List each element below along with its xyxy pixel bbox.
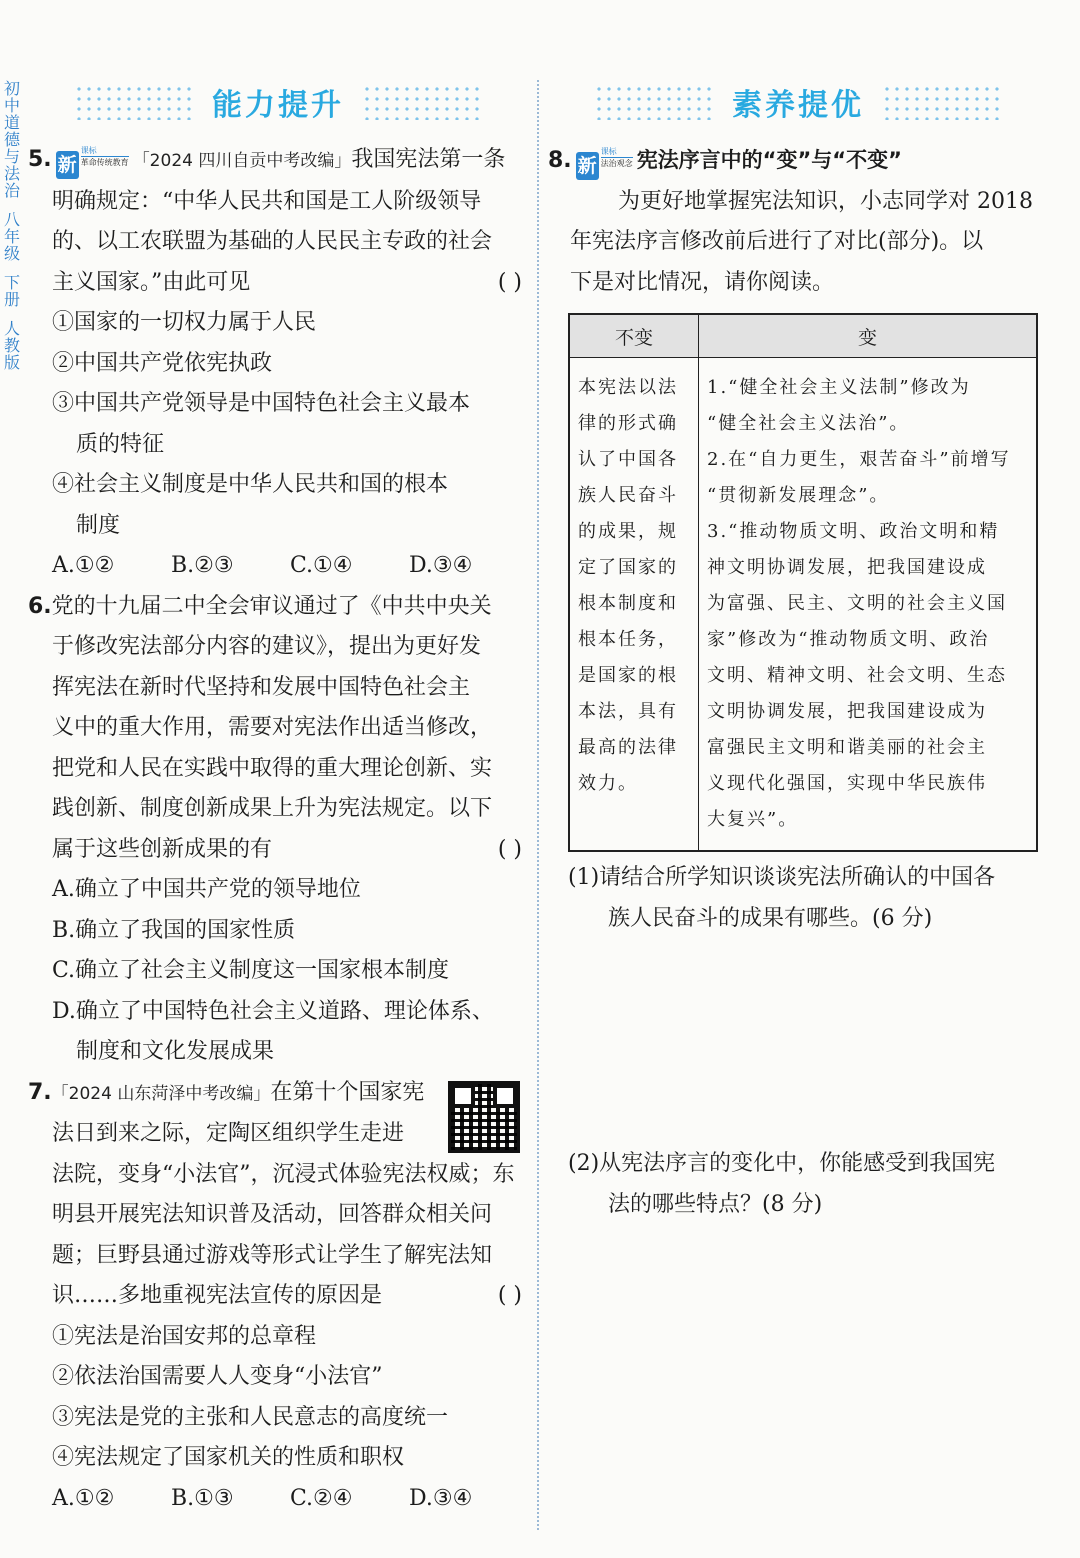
- option-b[interactable]: B.确立了我国的国家性质: [52, 917, 296, 943]
- option-b[interactable]: B.①③: [171, 1485, 234, 1511]
- question-text: 在第十个国家宪: [270, 1079, 425, 1105]
- question-text: 题；巨野县通过游戏等形式让学生了解宪法知: [52, 1242, 493, 1268]
- dots-decoration: [362, 84, 482, 120]
- question-text: 明县开展宪法知识普及活动，回答群众相关问: [52, 1202, 493, 1227]
- section-header-right: [548, 70, 1048, 134]
- answer-blank[interactable]: ( ): [497, 836, 522, 862]
- option-d-continued: 制度和文化发展成果: [76, 1039, 275, 1064]
- section-title: 素养提优: [732, 88, 864, 123]
- question-number: 8.: [548, 148, 572, 173]
- question-text: 识……多地重视宪法宣传的原因是: [52, 1283, 383, 1308]
- question-5: [28, 140, 528, 587]
- question-8: [548, 140, 1048, 1525]
- option-a[interactable]: A.①②: [52, 553, 115, 578]
- answer-options: [28, 1479, 528, 1520]
- question-number: 6.: [28, 593, 52, 619]
- intro-text: 下是对比情况，请你阅读。: [570, 269, 835, 295]
- question-text: 把党和人民在实践中取得的重大理论创新、实: [52, 755, 493, 781]
- comparison-table: [568, 313, 1038, 852]
- side-label-subject: 初中道德与法治: [3, 79, 20, 200]
- side-label: [0, 80, 24, 383]
- answer-options: [28, 546, 528, 587]
- sub-question-1: 族人民奋斗的成果有哪些。(6 分): [608, 905, 933, 931]
- table-cell-change: 1.“健全社会主义法制”修改为 “健全社会主义法治”。 2.在“自力更生，艰苦奋斗”前增写 “贯彻新发展理念”。 3.“推动物质文明、政治文明和精 神文明协调发展，把我国建设成 为富强、民主、文明的社会主义国 家”修改为“推动物质文明、政治 文明、精神文明、社会文明、生态 文明协调发展，把我国建设成为 富强民主文明和谐美丽的社会主 义现代化强国，实现中华民族伟 大复兴”。: [699, 358, 1038, 852]
- statement-item: ②中国共产党依宪执政: [52, 350, 273, 376]
- question-number: 7.: [28, 1079, 52, 1105]
- table-header-change: 变: [699, 314, 1038, 358]
- question-text: 明确规定：“中华人民共和国是工人阶级领导: [52, 188, 482, 214]
- option-d[interactable]: D.③④: [409, 553, 473, 578]
- intro-text: 为更好地掌握宪法知识，小志同学对 2018: [618, 188, 1033, 214]
- option-b[interactable]: B.②③: [171, 553, 234, 578]
- side-label-edition: 人教版: [3, 319, 20, 372]
- statement-item: ①国家的一切权力属于人民: [52, 310, 317, 335]
- option-c[interactable]: C.①④: [290, 553, 353, 578]
- intro-text: 年宪法序言修改前后进行了对比(部分)。以: [570, 229, 984, 254]
- option-d[interactable]: D.③④: [409, 1485, 473, 1511]
- statement-item: ④社会主义制度是中华人民共和国的根本: [52, 472, 449, 497]
- question-text: 我国宪法第一条: [351, 147, 506, 172]
- answer-area-2[interactable]: [548, 1225, 1048, 1525]
- dots-decoration: [74, 84, 194, 120]
- left-column: [28, 70, 528, 1519]
- statement-item: 质的特征: [76, 431, 165, 457]
- section-header-left: [28, 70, 528, 134]
- statement-item: ①宪法是治国安邦的总章程: [52, 1323, 317, 1349]
- question-6: [28, 587, 528, 1073]
- side-label-grade: 八年级: [3, 210, 20, 263]
- question-title: 宪法序言中的“变”与“不变”: [636, 148, 902, 172]
- right-column: [548, 70, 1048, 1525]
- dots-decoration: [594, 84, 714, 120]
- section-title: 能力提升: [212, 88, 344, 123]
- sub-question-2: (2)从宪法序言的变化中，你能感受到我国宪: [568, 1151, 996, 1176]
- new-curriculum-badge: 新课标 革命传统教育: [56, 145, 129, 175]
- answer-blank[interactable]: ( ): [497, 1283, 522, 1308]
- qr-code-icon[interactable]: [448, 1081, 520, 1153]
- sub-question-2: 法的哪些特点？(8 分): [608, 1191, 823, 1217]
- statement-item: ③宪法是党的主张和人民意志的高度统一: [52, 1404, 449, 1430]
- question-text: 法日到来之际，定陶区组织学生走进: [52, 1121, 405, 1146]
- option-a[interactable]: A.①②: [52, 1485, 115, 1511]
- question-text: 于修改宪法部分内容的建议》，提出为更好发: [52, 634, 482, 659]
- option-a[interactable]: A.确立了中国共产党的领导地位: [52, 877, 361, 902]
- question-text: 的、以工农联盟为基础的人民民主专政的社会: [52, 229, 493, 254]
- option-c[interactable]: C.②④: [290, 1485, 353, 1511]
- option-c[interactable]: C.确立了社会主义制度这一国家根本制度: [52, 958, 450, 983]
- question-source: 「2024 山东菏泽中考改编」: [51, 1083, 271, 1104]
- table-cell-keep: 本宪法以法 律的形式确 认了中国各 族人民奋斗 的成果，规 定了国家的 根本制度和 根本任务， 是国家的根 本法，具有 最高的法律 效力。: [569, 358, 699, 852]
- answer-area-1[interactable]: [548, 939, 1048, 1144]
- question-text: 法院，变身“小法官”，沉浸式体验宪法权威；东: [52, 1161, 515, 1187]
- answer-blank[interactable]: ( ): [497, 269, 522, 295]
- question-text: 践创新、制度创新成果上升为宪法规定。以下: [52, 796, 493, 821]
- statement-item: ③中国共产党领导是中国特色社会主义最本: [52, 391, 471, 416]
- question-text: 主义国家。”由此可见: [52, 269, 251, 295]
- option-d[interactable]: D.确立了中国特色社会主义道路、理论体系、: [52, 998, 494, 1024]
- question-source: 「2024 四川自贡中考改编」: [132, 151, 352, 171]
- statement-item: ④宪法规定了国家机关的性质和职权: [52, 1445, 405, 1470]
- question-text: 属于这些创新成果的有: [52, 836, 273, 862]
- statement-item: ②依法治国需要人人变身“小法官”: [52, 1364, 383, 1389]
- question-number: 5.: [28, 147, 52, 172]
- table-header-keep: 不变: [569, 314, 699, 358]
- statement-item: 制度: [76, 512, 121, 538]
- side-label-volume: 下册: [3, 273, 20, 309]
- column-divider: [537, 80, 539, 1530]
- sub-question-1: (1)请结合所学知识谈谈宪法所确认的中国各: [568, 865, 996, 890]
- question-text: 挥宪法在新时代坚持和发展中国特色社会主: [52, 674, 471, 700]
- question-text: 党的十九届二中全会审议通过了《中共中央关: [51, 593, 492, 619]
- question-text: 义中的重大作用，需要对宪法作出适当修改，: [52, 715, 493, 740]
- dots-decoration: [882, 84, 1002, 120]
- new-curriculum-badge: 新课标 法治观念: [576, 146, 633, 176]
- question-7: [28, 1073, 528, 1520]
